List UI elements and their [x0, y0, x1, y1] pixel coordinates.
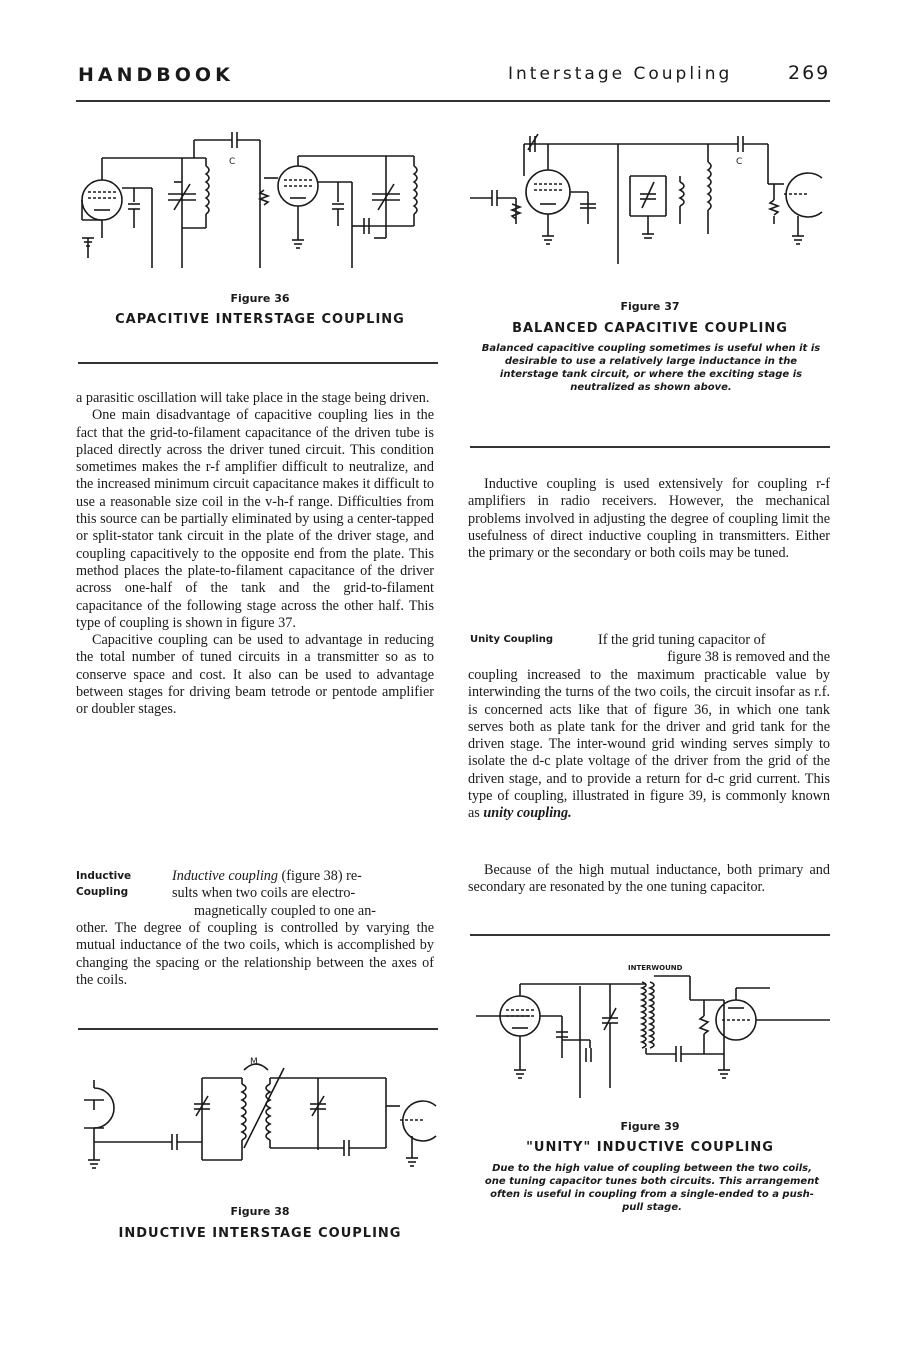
unity-coupling-term: unity coupling. — [483, 805, 572, 822]
figure-36-title: CAPACITIVE INTERSTAGE COUPLING — [115, 312, 405, 327]
figure-36-label-c: C — [229, 157, 236, 167]
side-head-unity-coupling: Unity Coupling — [470, 634, 554, 645]
left-column-upper — [76, 390, 434, 719]
right-paragraph-2-rest — [468, 667, 830, 823]
p4-line2: sults when two coils are electro- — [172, 885, 356, 902]
figure-38-schematic — [74, 1050, 444, 1180]
inductive-coupling-term: Inductive coupling — [172, 868, 278, 884]
p2-rest-text: coupling increased to the maximum practicable value by interwinding the turns of the two coils, the circuit insofar as r.f. is concerned acts like that of figure 36, in which one tank serves both as plate tank for the driver and grid tank for the driven stage. The inter-wound grid winding serves simply to isolate the d-c plate voltage of the driver from the grid of the driven stage, and to provide a return for d-c grid current. This type of coupling, illustrated in figure 39, is commonly known as — [468, 667, 830, 822]
p4-line1-rest: (figure 38) re- — [277, 868, 362, 884]
side-head-inductive: Inductive — [76, 870, 132, 882]
running-head-section: Interstage Coupling — [508, 64, 733, 84]
figure-37-rule — [470, 446, 830, 448]
side-head-coupling: Coupling — [76, 886, 129, 898]
left-paragraph-4-rest: other. The degree of coupling is controlled by varying the mutual inductance of the two coils, which is accomplished by changing the spacing or the relationship between the axes of the coils. — [76, 920, 434, 988]
header-rule — [76, 100, 830, 102]
figure-39-number: Figure 39 — [620, 1120, 680, 1133]
p2-line1: If the grid tuning capacitor of — [598, 632, 766, 648]
figure-38-number: Figure 38 — [230, 1205, 290, 1218]
figure-38-label-m: M — [250, 1057, 258, 1067]
p2-line2: figure 38 is removed and the — [667, 649, 830, 666]
figure-39-caption: Due to the high value of coupling between the two coils, one tuning capacitor tunes both circuits. This arrangement often is useful in coupling from a single-ended to a push-pull stage. — [484, 1163, 820, 1213]
left-paragraph-3: Capacitive coupling can be used to advantage in reducing the total number of tuned circuits in a transmitter so as to conserve space and cost. It also can be used to advantage between stages for driving beam tetrode or pentode amplifier or doubler stages. — [76, 632, 434, 718]
side-head-inductive-coupling — [76, 868, 131, 900]
right-paragraph-3: Because of the high mutual inductance, both primary and secondary are resonated by the one tuning capacitor. — [468, 862, 830, 896]
figure-39-title: "UNITY" INDUCTIVE COUPLING — [526, 1140, 774, 1155]
page-number: 269 — [788, 62, 831, 84]
figure-38-title: INDUCTIVE INTERSTAGE COUPLING — [118, 1226, 402, 1241]
left-paragraph-4-lead — [172, 868, 434, 920]
p4-line3: magnetically coupled to one an- — [194, 902, 377, 919]
right-column-rule — [470, 934, 830, 936]
figure-37-schematic — [468, 124, 830, 274]
figure-37-title: BALANCED CAPACITIVE COUPLING — [512, 321, 788, 336]
figure-39-label-interwound: INTERWOUND — [628, 964, 683, 972]
figure-36-schematic — [74, 128, 444, 278]
figure-37-number: Figure 37 — [620, 300, 680, 313]
left-paragraph-2: One main disadvantage of capacitive coupling lies in the fact that the grid-to-filament capacitance of the driven tube is placed directly across the driver tuned circuit. This condition sometimes makes the r-f amplifier difficult to neutralize, and the increased minimum circuit capacitance makes it difficult to use a reasonable size coil in the v-h-f range. Difficulties from this source can be partially eliminated by using a center-tapped or split-stator tank circuit in the plate of the driver stage, and coupling capacitively to the opposite end from the plate. This method places the plate-to-filament capacitance of the driver across one-half of the tank and the grid-to-filament capacitance of the following stage across the other half. This type of coupling is shown in figure 37. — [76, 407, 434, 631]
left-paragraph-1: a parasitic oscillation will take place in the stage being driven. — [76, 390, 430, 406]
figure-37-caption: Balanced capacitive coupling sometimes is useful when it is desirable to use a relatively large inductance in the interstage tank circuit, or where the exciting stage is neutralized as shown above. — [481, 343, 821, 393]
figure-39-schematic — [470, 958, 832, 1098]
figure-37-label-c: C — [736, 157, 743, 167]
running-head-book: HANDBOOK — [78, 64, 234, 86]
figure-36-rule — [78, 362, 438, 364]
figure-36-number: Figure 36 — [230, 292, 290, 305]
right-paragraph-2-lead — [598, 632, 830, 667]
left-column-rule — [78, 1028, 438, 1030]
right-paragraph-1: Inductive coupling is used extensively for coupling r-f amplifiers in radio receivers. However, the mechanical problems involved in adjusting the degree of coupling limit the usefulness of direct inductive coupling in transmitters. Either the primary or the secondary or both coils may be tuned. — [468, 476, 830, 562]
